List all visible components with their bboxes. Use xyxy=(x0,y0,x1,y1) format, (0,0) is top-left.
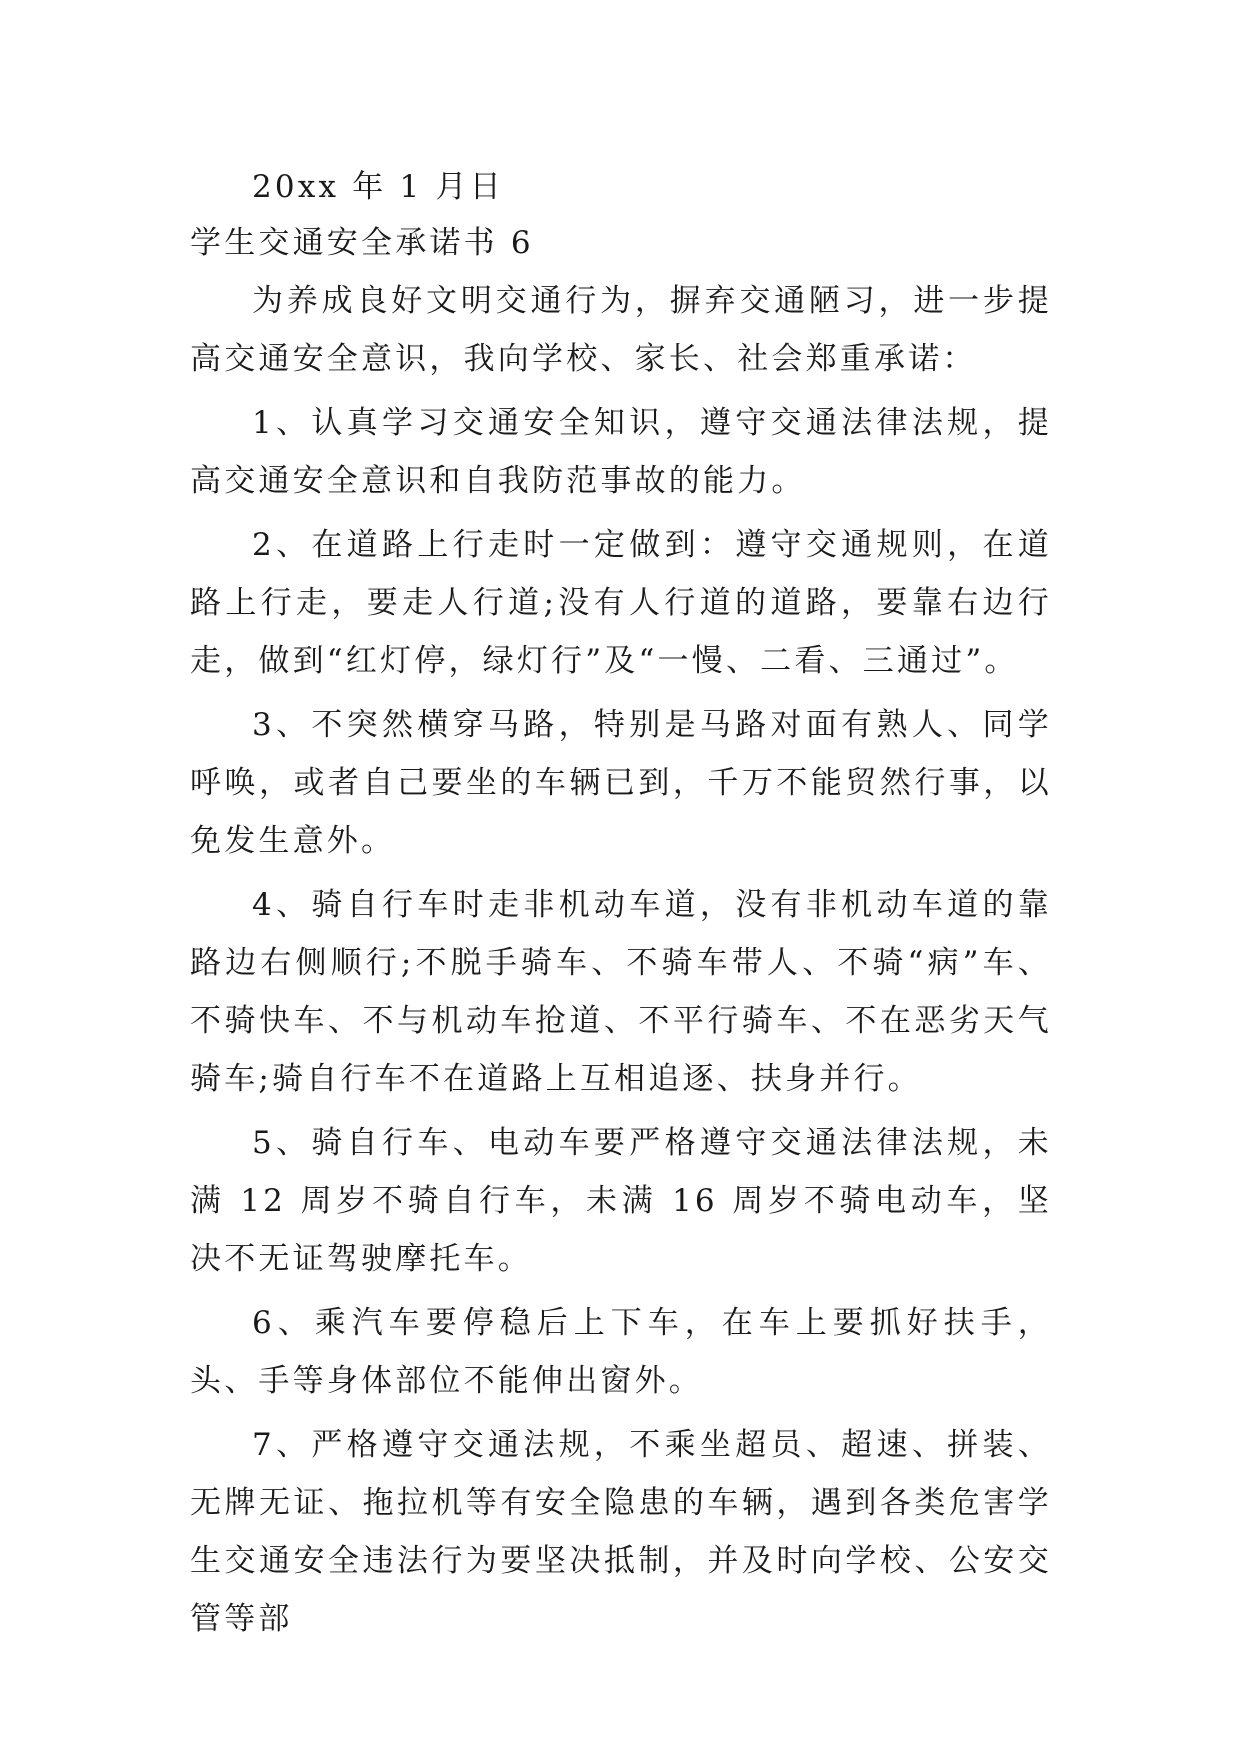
document-title: 学生交通安全承诺书 6 xyxy=(190,225,534,261)
paragraph-item-6: 6、乘汽车要停稳后上下车，在车上要抓好扶手，头、手等身体部位不能伸出窗外。 xyxy=(190,1305,1052,1399)
paragraph-item-1: 1、认真学习交通安全知识，遵守交通法律法规，提高交通安全意识和自我防范事故的能力。 xyxy=(190,405,1052,499)
paragraph-item-2: 2、在道路上行走时一定做到：遵守交通规则，在道路上行走，要走人行道;没有人行道的道路，要靠右边行走，做到“红灯停，绿灯行”及“一慢、二看、三通过”。 xyxy=(190,527,1052,679)
paragraph-intro: 为养成良好文明交通行为，摒弃交通陋习，进一步提高交通安全意识，我向学校、家长、社会郑重承诺： xyxy=(190,283,1052,377)
document-body xyxy=(190,160,1052,1654)
paragraph-item-5: 5、骑自行车、电动车要严格遵守交通法律法规，未满 12 周岁不骑自行车，未满 16 周岁不骑电动车，坚决不无证驾驶摩托车。 xyxy=(190,1125,1052,1277)
paragraph-item-3: 3、不突然横穿马路，特别是马路对面有熟人、同学呼唤，或者自己要坐的车辆已到，千万不能贸然行事，以免发生意外。 xyxy=(190,707,1052,859)
paragraph-item-4: 4、骑自行车时走非机动车道，没有非机动车道的靠路边右侧顺行;不脱手骑车、不骑车带人、不骑“病”车、不骑快车、不与机动车抢道、不平行骑车、不在恶劣天气骑车;骑自行车不在道路上互相追逐、扶身并行。 xyxy=(190,887,1052,1097)
paragraph-item-7: 7、严格遵守交通法规，不乘坐超员、超速、拼装、无牌无证、拖拉机等有安全隐患的车辆，遇到各类危害学生交通安全违法行为要坚决抵制，并及时向学校、公安交管等部 xyxy=(190,1427,1052,1637)
date-line: 20xx 年 1 月日 xyxy=(252,169,504,205)
